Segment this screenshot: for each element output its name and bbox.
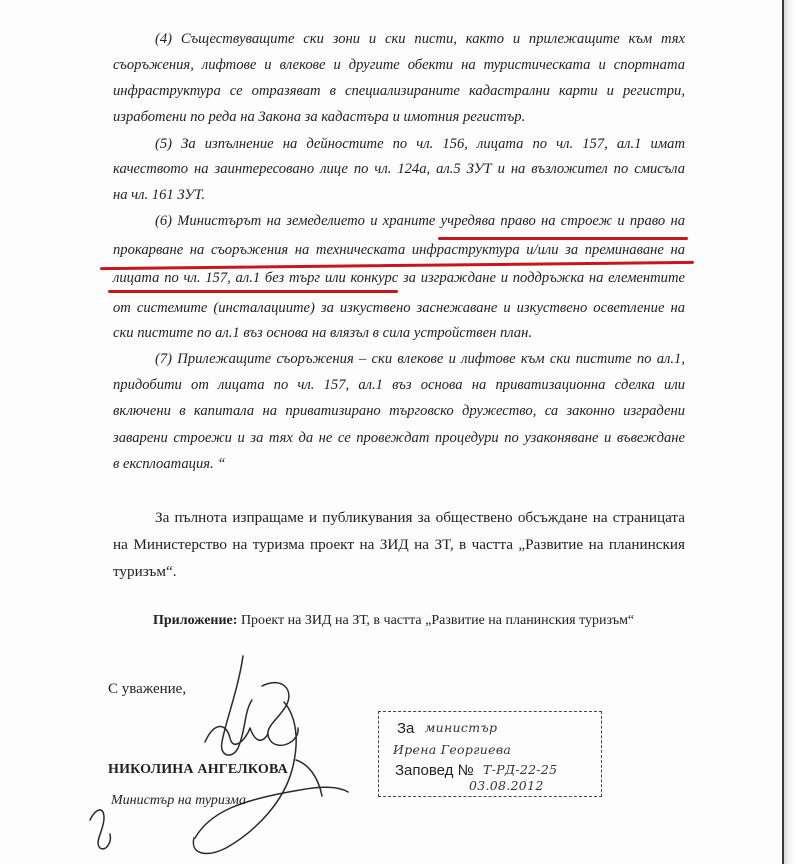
stamp-name-handwritten: Ирена Георгиева	[393, 742, 512, 757]
paragraph-6-line-3: лицата по чл. 157, ал.1 без търг или конкурс за изграждане и поддръжка на елементите	[113, 270, 685, 286]
paragraph-4-line-1: (4) Съществуващите ски зони и ски писти, както и прилежащите към тях	[155, 31, 685, 47]
paragraph-7-line-5: в експлоатация. “	[113, 456, 226, 472]
paragraph-4-line-3: инфраструктура се отразяват в специализираните кадастрални карти и регистри,	[113, 83, 685, 99]
paragraph-4-line-2: съоръжения, лифтове и влекове и другите обекти на туристическата и спортната	[113, 57, 685, 73]
signatory-title: Министър на туризма	[111, 793, 246, 808]
paragraph-5-line-3: на чл. 161 ЗУТ.	[113, 187, 206, 203]
paragraph-7-line-4: заварени строежи и за тях да не се провеждат процедури по узаконяване и въвеждане	[113, 430, 685, 446]
body-line-2: на Министерство на туризма проект на ЗИД на ЗТ, в частта „Развитие на планинския	[113, 536, 685, 553]
signatory-name: НИКОЛИНА АНГЕЛКОВА	[108, 762, 288, 777]
paragraph-7-line-1: (7) Прилежащите съоръжения – ски влекове и лифтове към ски пистите по ал.1,	[155, 351, 685, 367]
paragraph-7-line-3: включени в капитала на приватизирано търговско дружество, са законно изградени	[113, 403, 685, 419]
paragraph-7-line-2: придобити от лицата по чл. 157, ал.1 въз основа на приватизационна сделка или	[113, 377, 685, 393]
page-edge-shadow	[784, 0, 796, 864]
stamp-date-handwritten: 03.08.2012	[469, 778, 544, 793]
paragraph-6-line-2: прокарване на съоръжения на техническата инфраструктура и/или за преминаване на	[113, 242, 685, 258]
paragraph-5-line-1: (5) За изпълнение на дейностите по чл. 156, лицата по чл. 157, ал.1 имат	[155, 136, 685, 152]
stamp-order-label: Заповед №	[395, 762, 474, 779]
body-line-1: За пълнота изпращаме и публикувания за обществено обсъждане на страницата	[155, 509, 685, 526]
body-line-3: туризъм“.	[113, 563, 177, 580]
closing-regards: С уважение,	[108, 681, 187, 697]
paragraph-4-line-4: изработени по реда на Закона за кадастъра и имотния регистър.	[113, 109, 526, 125]
stamp-order-handwritten: Т-РД-22-25	[483, 762, 558, 777]
paragraph-6-line-4: от системите (инсталациите) за изкуствено заснежаване и изкуствено осветление на	[113, 300, 685, 316]
attachment-text: Проект на ЗИД на ЗТ, в частта „Развитие на планинския туризъм“	[237, 613, 635, 628]
paragraph-5-line-2: качеството на заинтересовано лице по чл. 124а, ал.5 ЗУТ и на възложител по смисъла	[113, 161, 685, 177]
stamp-za-handwritten: министър	[425, 720, 498, 735]
attachment-label: Приложение:	[153, 613, 238, 628]
delegation-stamp	[378, 711, 602, 797]
stamp-za-label: За	[397, 720, 415, 737]
paragraph-6-line-5: ски пистите по ал.1 въз основа на влязъл в сила устройствен план.	[113, 325, 532, 341]
paragraph-6-line-1: (6) Министърът на земеделието и храните учредява право на строеж и право на	[155, 213, 685, 229]
